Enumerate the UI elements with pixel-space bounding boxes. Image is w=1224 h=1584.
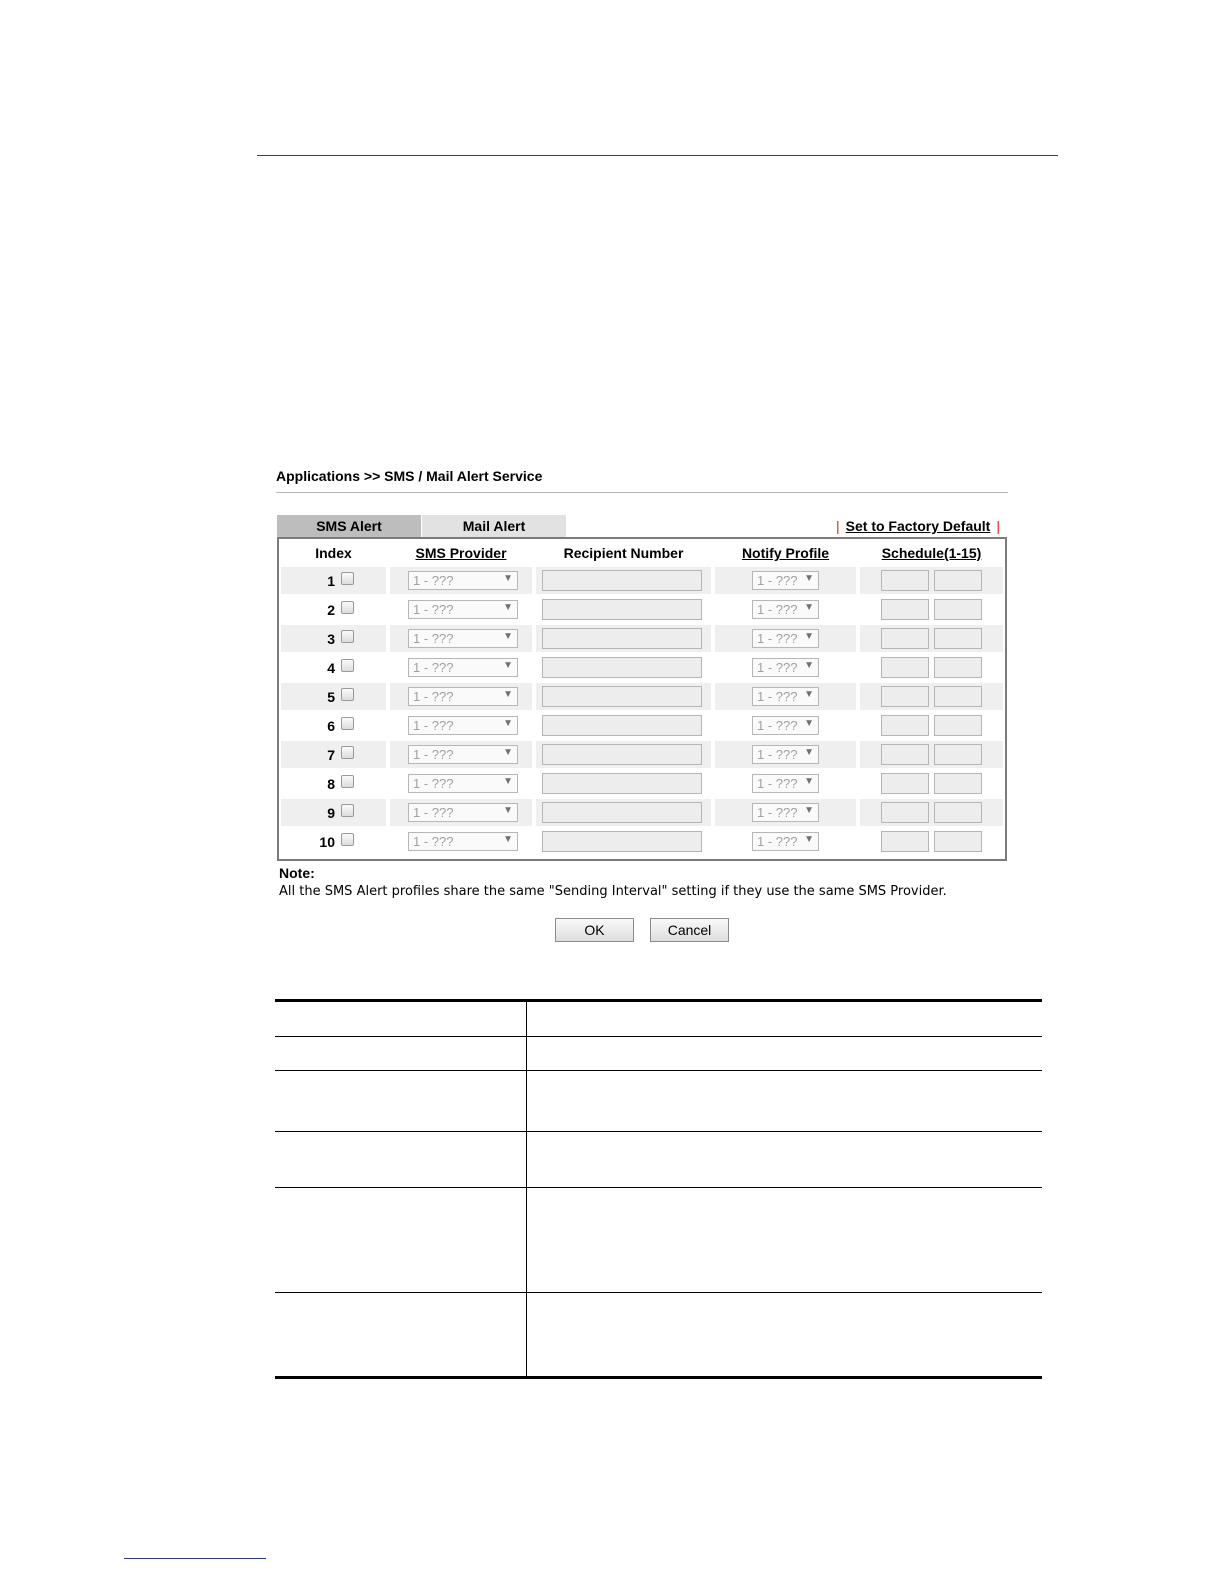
notify-cell (713, 770, 858, 799)
row-enable-checkbox[interactable] (341, 688, 354, 701)
row-enable-checkbox[interactable] (341, 659, 354, 672)
schedule-input-1[interactable] (881, 831, 929, 852)
table-row (279, 567, 1005, 596)
table-row (279, 625, 1005, 654)
recipient-number-input[interactable] (542, 744, 702, 765)
description-row (275, 1002, 1042, 1036)
dropdown-arrow-icon: ▼ (503, 805, 513, 816)
sms-provider-select[interactable] (408, 745, 518, 764)
index-cell (279, 799, 388, 828)
index-cell (279, 712, 388, 741)
factory-default-area (830, 515, 1006, 537)
row-index: 1 (327, 572, 335, 589)
schedule-input-2[interactable] (934, 773, 982, 794)
schedule-input-1[interactable] (881, 599, 929, 620)
sms-provider-value: 1 - ??? (413, 834, 454, 849)
notify-cell (713, 828, 858, 857)
provider-cell (388, 828, 534, 857)
row-index: 5 (327, 688, 335, 705)
schedule-cell (858, 741, 1005, 770)
dropdown-arrow-icon: ▼ (804, 689, 814, 700)
provider-cell (388, 625, 534, 654)
description-item-cell (275, 1293, 527, 1376)
notify-profile-select[interactable] (752, 600, 819, 619)
description-row (275, 1187, 1042, 1292)
index-cell (279, 828, 388, 857)
recipient-number-input[interactable] (542, 715, 702, 736)
sms-provider-select[interactable] (408, 803, 518, 822)
tab-sms-alert[interactable]: SMS Alert (277, 515, 421, 537)
sms-provider-select[interactable] (408, 600, 518, 619)
recipient-cell (534, 596, 713, 625)
description-item-cell (275, 1037, 527, 1070)
recipient-number-input[interactable] (542, 657, 702, 678)
index-cell (279, 567, 388, 596)
row-index: 3 (327, 630, 335, 647)
description-item-cell (275, 1188, 527, 1292)
column-header-index: Index (315, 545, 352, 561)
sms-mail-alert-screenshot (276, 462, 1008, 944)
recipient-cell (534, 770, 713, 799)
provider-cell (388, 799, 534, 828)
schedule-input-1[interactable] (881, 657, 929, 678)
sms-provider-value: 1 - ??? (413, 573, 454, 588)
schedule-input-1[interactable] (881, 802, 929, 823)
schedule-input-1[interactable] (881, 715, 929, 736)
schedule-input-1[interactable] (881, 628, 929, 649)
recipient-cell (534, 828, 713, 857)
description-item-cell (275, 1132, 527, 1187)
notify-profile-select[interactable] (752, 832, 819, 851)
sms-provider-select[interactable] (408, 774, 518, 793)
ok-button[interactable]: OK (555, 918, 634, 942)
sms-alert-panel (277, 537, 1007, 861)
description-text-cell (527, 1188, 1042, 1292)
description-text-cell (527, 1132, 1042, 1187)
row-index: 8 (327, 775, 335, 792)
schedule-cell (858, 799, 1005, 828)
row-enable-checkbox[interactable] (341, 833, 354, 846)
notify-profile-value: 1 - ??? (757, 747, 798, 762)
provider-cell (388, 741, 534, 770)
sms-provider-value: 1 - ??? (413, 747, 454, 762)
dropdown-arrow-icon: ▼ (503, 689, 513, 700)
notify-cell (713, 683, 858, 712)
sms-provider-select[interactable] (408, 571, 518, 590)
recipient-number-input[interactable] (542, 570, 702, 591)
separator: | (836, 518, 840, 534)
notify-profile-value: 1 - ??? (757, 602, 798, 617)
schedule-input-2[interactable] (934, 599, 982, 620)
schedule-cell (858, 712, 1005, 741)
provider-cell (388, 596, 534, 625)
row-enable-checkbox[interactable] (341, 601, 354, 614)
sms-provider-value: 1 - ??? (413, 631, 454, 646)
row-index: 4 (327, 659, 335, 676)
schedule-cell (858, 828, 1005, 857)
schedule-input-2[interactable] (934, 744, 982, 765)
table-header-row (279, 539, 1005, 567)
recipient-number-input[interactable] (542, 686, 702, 707)
description-item-cell (275, 1002, 527, 1036)
notify-profile-select[interactable] (752, 571, 819, 590)
recipient-cell (534, 683, 713, 712)
schedule-input-2[interactable] (934, 802, 982, 823)
notify-profile-select[interactable] (752, 745, 819, 764)
dropdown-arrow-icon: ▼ (804, 718, 814, 729)
schedule-cell (858, 567, 1005, 596)
breadcrumb: Applications >> SMS / Mail Alert Service (276, 462, 1008, 493)
sms-provider-value: 1 - ??? (413, 660, 454, 675)
recipient-number-input[interactable] (542, 628, 702, 649)
description-text-cell (527, 1293, 1042, 1376)
sms-provider-value: 1 - ??? (413, 689, 454, 704)
notify-profile-value: 1 - ??? (757, 573, 798, 588)
dropdown-arrow-icon: ▼ (804, 660, 814, 671)
table-row (279, 799, 1005, 828)
notify-cell (713, 741, 858, 770)
recipient-cell (534, 654, 713, 683)
recipient-number-input[interactable] (542, 773, 702, 794)
table-row (279, 683, 1005, 712)
dropdown-arrow-icon: ▼ (804, 776, 814, 787)
schedule-input-2[interactable] (934, 657, 982, 678)
notify-profile-value: 1 - ??? (757, 834, 798, 849)
notify-profile-value: 1 - ??? (757, 805, 798, 820)
dropdown-arrow-icon: ▼ (503, 747, 513, 758)
notify-profile-select[interactable] (752, 803, 819, 822)
table-row (279, 596, 1005, 625)
table-row (279, 770, 1005, 799)
dropdown-arrow-icon: ▼ (503, 776, 513, 787)
row-enable-checkbox[interactable] (341, 804, 354, 817)
schedule-input-2[interactable] (934, 628, 982, 649)
dropdown-arrow-icon: ▼ (804, 573, 814, 584)
description-text-cell (527, 1037, 1042, 1070)
table-row (279, 828, 1005, 857)
sms-provider-value: 1 - ??? (413, 718, 454, 733)
provider-cell (388, 683, 534, 712)
row-index: 7 (327, 746, 335, 763)
notify-cell (713, 712, 858, 741)
provider-cell (388, 654, 534, 683)
row-enable-checkbox[interactable] (341, 746, 354, 759)
sms-provider-select[interactable] (408, 716, 518, 735)
row-enable-checkbox[interactable] (341, 630, 354, 643)
notify-cell (713, 567, 858, 596)
index-cell (279, 625, 388, 654)
schedule-input-1[interactable] (881, 773, 929, 794)
button-bar (276, 918, 1008, 944)
sms-provider-value: 1 - ??? (413, 805, 454, 820)
separator: | (996, 518, 1000, 534)
column-header-schedule[interactable]: Schedule(1-15) (881, 545, 982, 561)
schedule-input-2[interactable] (934, 686, 982, 707)
notify-profile-select[interactable] (752, 716, 819, 735)
schedule-cell (858, 596, 1005, 625)
notify-cell (713, 799, 858, 828)
index-cell (279, 741, 388, 770)
schedule-input-1[interactable] (881, 744, 929, 765)
index-cell (279, 683, 388, 712)
tab-mail-alert[interactable]: Mail Alert (422, 515, 566, 537)
row-enable-checkbox[interactable] (341, 572, 354, 585)
cancel-button[interactable]: Cancel (650, 918, 729, 942)
notify-cell (713, 654, 858, 683)
row-index: 10 (319, 833, 335, 850)
set-factory-default-link[interactable]: Set to Factory Default (845, 518, 991, 534)
description-text-cell (527, 1071, 1042, 1131)
table-row (279, 654, 1005, 683)
table-row (279, 712, 1005, 741)
notify-profile-value: 1 - ??? (757, 660, 798, 675)
notify-profile-value: 1 - ??? (757, 718, 798, 733)
notify-profile-value: 1 - ??? (757, 689, 798, 704)
sms-provider-select[interactable] (408, 658, 518, 677)
description-table (275, 999, 1042, 1379)
notify-profile-value: 1 - ??? (757, 631, 798, 646)
notify-profile-select[interactable] (752, 658, 819, 677)
row-index: 9 (327, 804, 335, 821)
description-item-cell (275, 1071, 527, 1131)
schedule-input-2[interactable] (934, 570, 982, 591)
schedule-input-2[interactable] (934, 831, 982, 852)
schedule-cell (858, 654, 1005, 683)
recipient-number-input[interactable] (542, 599, 702, 620)
recipient-cell (534, 712, 713, 741)
dropdown-arrow-icon: ▼ (804, 631, 814, 642)
index-cell (279, 654, 388, 683)
dropdown-arrow-icon: ▼ (804, 747, 814, 758)
dropdown-arrow-icon: ▼ (804, 602, 814, 613)
index-cell (279, 770, 388, 799)
recipient-number-input[interactable] (542, 831, 702, 852)
sms-provider-value: 1 - ??? (413, 776, 454, 791)
sms-provider-select[interactable] (408, 687, 518, 706)
description-row (275, 1036, 1042, 1070)
description-row (275, 1070, 1042, 1131)
dropdown-arrow-icon: ▼ (503, 602, 513, 613)
schedule-cell (858, 625, 1005, 654)
notify-profile-value: 1 - ??? (757, 776, 798, 791)
tab-bar (276, 515, 1008, 537)
description-text-cell (527, 1002, 1042, 1036)
footer-rule (124, 1558, 266, 1559)
sms-provider-select[interactable] (408, 629, 518, 648)
column-header-sms-provider[interactable]: SMS Provider (415, 545, 507, 561)
recipient-cell (534, 799, 713, 828)
recipient-cell (534, 567, 713, 596)
provider-cell (388, 712, 534, 741)
schedule-cell (858, 683, 1005, 712)
sms-provider-value: 1 - ??? (413, 602, 454, 617)
row-index: 6 (327, 717, 335, 734)
header-rule (257, 155, 1058, 156)
dropdown-arrow-icon: ▼ (804, 834, 814, 845)
notify-profile-select[interactable] (752, 629, 819, 648)
dropdown-arrow-icon: ▼ (503, 660, 513, 671)
dropdown-arrow-icon: ▼ (503, 573, 513, 584)
description-row (275, 1292, 1042, 1376)
description-row (275, 1131, 1042, 1187)
row-index: 2 (327, 601, 335, 618)
note-title: Note: (279, 865, 315, 881)
row-enable-checkbox[interactable] (341, 775, 354, 788)
notify-cell (713, 625, 858, 654)
schedule-input-1[interactable] (881, 570, 929, 591)
schedule-input-1[interactable] (881, 686, 929, 707)
recipient-cell (534, 625, 713, 654)
provider-cell (388, 770, 534, 799)
dropdown-arrow-icon: ▼ (503, 631, 513, 642)
dropdown-arrow-icon: ▼ (503, 834, 513, 845)
note-text: All the SMS Alert profiles share the same "Sending Interval" setting if they use the same SMS Provider. (279, 884, 947, 899)
notify-profile-select[interactable] (752, 774, 819, 793)
table-row (279, 741, 1005, 770)
provider-cell (388, 567, 534, 596)
schedule-input-2[interactable] (934, 715, 982, 736)
notify-profile-select[interactable] (752, 687, 819, 706)
column-header-notify-profile[interactable]: Notify Profile (741, 545, 830, 561)
dropdown-arrow-icon: ▼ (503, 718, 513, 729)
sms-alert-table (279, 539, 1005, 857)
row-enable-checkbox[interactable] (341, 717, 354, 730)
schedule-cell (858, 770, 1005, 799)
recipient-cell (534, 741, 713, 770)
index-cell (279, 596, 388, 625)
column-header-recipient-number: Recipient Number (563, 545, 684, 561)
sms-provider-select[interactable] (408, 832, 518, 851)
recipient-number-input[interactable] (542, 802, 702, 823)
notify-cell (713, 596, 858, 625)
dropdown-arrow-icon: ▼ (804, 805, 814, 816)
